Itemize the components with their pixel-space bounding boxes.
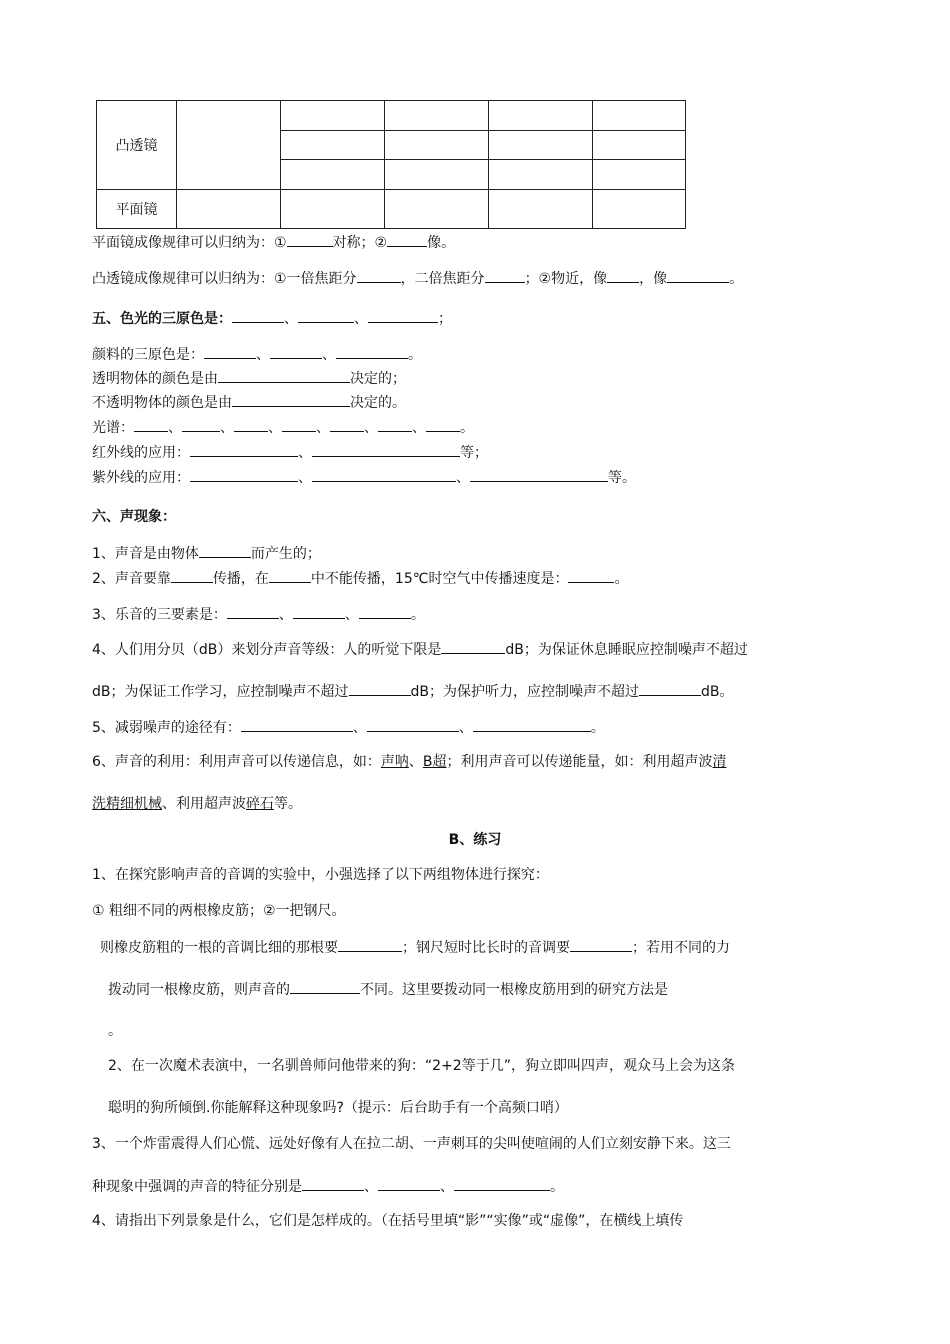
answer-blank[interactable] [387,233,427,247]
answer-blank[interactable] [470,468,608,482]
answer-blank[interactable] [359,605,411,619]
answer-blank[interactable] [378,418,412,432]
answer-blank[interactable] [287,233,333,247]
practice-title: B、练习 [448,832,502,848]
table-cell [281,190,385,229]
answer-blank[interactable] [282,418,316,432]
answer-blank[interactable] [134,418,168,432]
practice-q2-line2: 聪明的狗所倾倒.你能解释这种现象吗?（提示：后台助手有一个高频口哨） [108,1100,568,1116]
answer-blank[interactable] [368,309,438,323]
table-cell [489,190,593,229]
answer-blank[interactable] [182,418,220,432]
ultraviolet-line: 紫外线的应用： 、 、 等。 [92,470,636,486]
table-label-plane-mirror: 平面镜 [97,190,177,229]
answer-blank[interactable] [270,345,322,359]
answer-blank[interactable] [227,605,279,619]
sound-q4-line1: 4、人们用分贝（dB）来划分声音等级：人的听觉下限是 dB；为保证休息睡眠应控制噪声不超过 [92,642,748,658]
answer-blank[interactable] [378,1177,440,1191]
answer-blank[interactable] [454,1177,550,1191]
practice-q1-options: ① 粗细不同的两根橡皮筋；②一把钢尺。 [92,903,346,919]
sound-q1: 1、声音是由物体 而产生的； [92,546,321,562]
lens-mirror-table [96,100,686,229]
practice-q4-line1: 4、请指出下列景象是什么，它们是怎样成的。（在括号里填“影”“实像”或“虚像”，在横线上填传 [92,1213,684,1229]
answer-blank[interactable] [485,269,525,283]
table-cell [281,101,385,131]
answer-blank[interactable] [290,980,360,994]
answer-blank[interactable] [232,393,350,407]
answer-blank[interactable] [441,640,505,654]
spectrum-line: 光谱： 、 、 、 、 、 、 。 [92,420,474,436]
lens-rule-line: 凸透镜成像规律可以归纳为：①一倍焦距分 ，二倍焦距分 ；②物近，像 ，像 。 [92,271,744,287]
table-cell [489,101,593,131]
sound-q6-line1: 6、声音的利用：利用声音可以传递信息，如：声呐、B超；利用声音可以传递能量，如：利用超声波清 [92,754,727,770]
table-cell [385,131,489,160]
answer-blank[interactable] [232,309,284,323]
sound-q4-line2: dB；为保证工作学习，应控制噪声不超过 dB；为保护听力，应控制噪声不超过 dB。 [92,684,734,700]
answer-blank[interactable] [171,569,213,583]
table-cell [593,160,686,190]
table-label-convex-lens: 凸透镜 [97,101,177,190]
answer-blank[interactable] [330,418,364,432]
practice-q3-line1: 3、一个炸雷震得人们心慌、远处好像有人在拉二胡、一声刺耳的尖叫使喧闹的人们立刻安静下来。这三 [92,1136,731,1152]
answer-blank[interactable] [199,544,251,558]
sound-q2: 2、声音要靠 传播，在 中不能传播，15℃时空气中传播速度是： 。 [92,571,629,587]
answer-blank[interactable] [190,443,298,457]
answer-blank[interactable] [338,938,402,952]
practice-q3-line2: 种现象中强调的声音的特征分别是 、 、 。 [92,1179,564,1195]
answer-blank[interactable] [336,345,408,359]
answer-blank[interactable] [607,269,639,283]
practice-q2-line1: 2、在一次魔术表演中，一名驯兽师问他带来的狗：“2+2等于几”，狗立即叫四声，观众马上会为这条 [108,1058,735,1074]
answer-blank[interactable] [349,682,411,696]
answer-blank[interactable] [312,468,456,482]
answer-blank[interactable] [357,269,401,283]
answer-blank[interactable] [204,345,256,359]
table-cell [281,131,385,160]
practice-q1-line2: 拨动同一根橡皮筋，则声音的 不同。这里要拨动同一根橡皮筋用到的研究方法是 [108,982,668,998]
answer-blank[interactable] [426,418,460,432]
pigment-line: 颜料的三原色是： 、 、 。 [92,347,422,363]
answer-blank[interactable] [241,718,353,732]
opaque-line: 不透明物体的颜色是由 决定的。 [92,395,406,411]
answer-blank[interactable] [302,1177,364,1191]
table-cell [177,190,281,229]
answer-blank[interactable] [570,938,632,952]
answer-blank[interactable] [218,369,350,383]
answer-blank[interactable] [269,569,311,583]
sound-q3: 3、乐音的三要素是： 、 、 。 [92,607,425,623]
table-cell [385,190,489,229]
practice-q1-line3: 。 [108,1023,122,1039]
mirror-rule-line: 平面镜成像规律可以归纳为：① 对称；② 像。 [92,235,456,251]
practice-q1: 1、在探究影响声音的音调的实验中，小强选择了以下两组物体进行探究： [92,867,549,883]
answer-blank[interactable] [473,718,591,732]
table-cell [385,160,489,190]
table-cell [489,160,593,190]
table-cell [385,101,489,131]
table-cell [593,101,686,131]
table-cell [593,190,686,229]
sound-q5: 5、减弱噪声的途径有： 、 、 。 [92,720,605,736]
section5-title-line: 五、色光的三原色是： 、 、 ； [92,311,452,327]
answer-blank[interactable] [298,309,354,323]
transparent-line: 透明物体的颜色是由 决定的； [92,371,406,387]
infrared-line: 红外线的应用： 、 等； [92,445,488,461]
table-cell [593,131,686,160]
answer-blank[interactable] [234,418,268,432]
table-cell [177,101,281,190]
answer-blank[interactable] [639,682,701,696]
answer-blank[interactable] [312,443,460,457]
section5-title: 五、色光的三原色是： [92,311,232,327]
answer-blank[interactable] [293,605,345,619]
section6-title: 六、声现象： [92,509,176,525]
answer-blank[interactable] [568,569,614,583]
practice-q1-line1: 则橡皮筋粗的一根的音调比细的那根要 ；钢尺短时比长时的音调要 ；若用不同的力 [100,940,730,956]
table-cell [281,160,385,190]
answer-blank[interactable] [667,269,729,283]
answer-blank[interactable] [190,468,298,482]
sound-q6-line2: 洗精细机械、利用超声波碎石等。 [92,796,302,812]
answer-blank[interactable] [367,718,459,732]
table-cell [489,131,593,160]
